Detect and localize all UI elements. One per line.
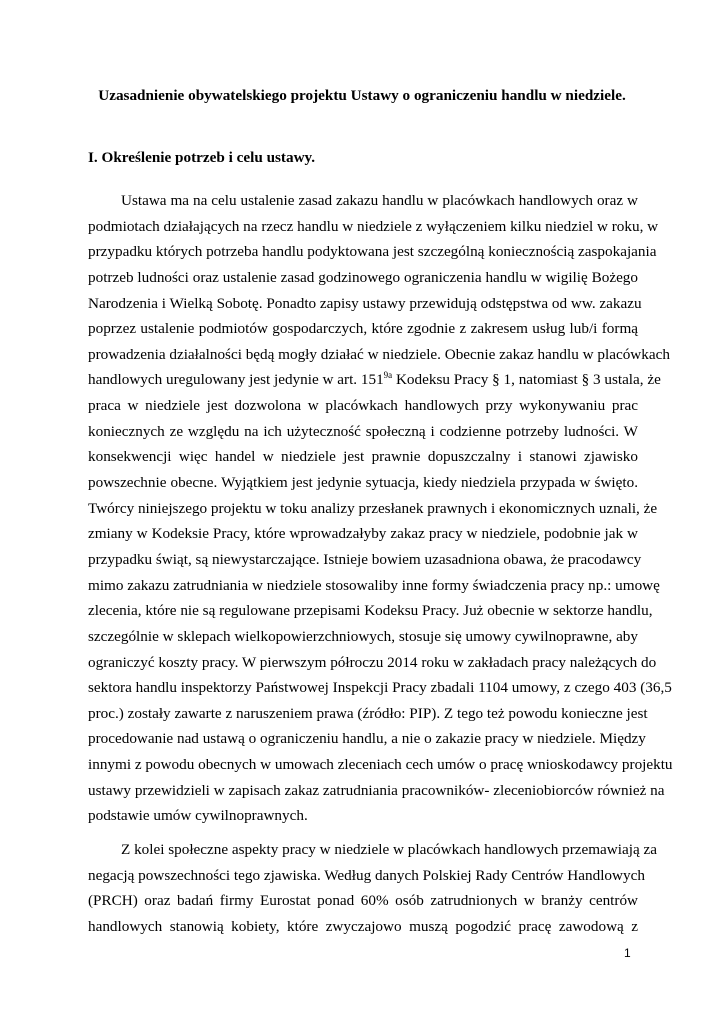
text-line: mimo zakazu zatrudniania w niedziele stosowaliby inne formy świadczenia pracy np.: umowę (88, 576, 660, 594)
text-line: powszechnie obecne. Wyjątkiem jest jedynie sytuacja, kiedy niedziela przypada w święto. (88, 474, 638, 492)
text-line: koniecznych ze względu na ich użyteczność społeczną i codzienne potrzeby ludności. W (88, 422, 638, 440)
text-line: szczególnie w sklepach wielkopowierzchniowych, stosuje się umowy cywilnoprawne, aby (88, 627, 638, 645)
text-line-with-superscript (88, 367, 661, 393)
text-line: handlowych stanowią kobiety, które zwyczajowo muszą pogodzić pracę zawodową z (88, 917, 638, 935)
paragraph-1 (88, 188, 673, 829)
text-line: podstawie umów cywilnoprawnych. (88, 807, 308, 825)
document-title: Uzasadnienie obywatelskiego projektu Ustawy o ograniczeniu handlu w niedziele. (98, 87, 626, 104)
page-number: 1 (624, 946, 631, 960)
text-line: proc.) zostały zawarte z naruszeniem prawa (źródło: PIP). Z tego też powodu konieczne jest (88, 704, 648, 722)
text-line: potrzeb ludności oraz ustalenie zasad godzinowego ograniczenia handlu w wigilię Bożego (88, 268, 638, 286)
text-line: podmiotach działających na rzecz handlu w niedziele z wyłączeniem kilku niedziel w roku, w (88, 217, 659, 235)
text-line: prowadzenia działalności będą mogły działać w niedziele. Obecnie zakaz handlu w placówkach (88, 345, 670, 363)
text-segment: handlowych uregulowany jest jedynie w art. 151 (88, 371, 384, 389)
text-line: zlecenia, które nie są regulowane przepisami Kodeksu Pracy. Już obecnie w sektorze handlu, (88, 602, 653, 620)
text-segment: Kodeksu Pracy § 1, natomiast § 3 ustala, że (392, 371, 661, 389)
text-line: zmiany w Kodeksie Pracy, które wprowadzałyby zakaz pracy w niedziele, podobnie jak w (88, 525, 638, 543)
text-line: ograniczyć koszty pracy. W pierwszym półroczu 2014 roku w zakładach pracy należących do (88, 653, 657, 671)
text-line: sektora handlu inspektorzy Państwowej Inspekcji Pracy zbadali 1104 umowy, z czego 403 (36,5 (88, 679, 672, 697)
text-line: konsekwencji więc handel w niedziele jest prawnie dopuszczalny i stanowi zjawisko (88, 448, 638, 466)
text-line: przypadku świąt, są niewystarczające. Istnieje bowiem uzasadniona obawa, że pracodawcy (88, 550, 642, 568)
text-line: Narodzenia i Wielką Sobotę. Ponadto zapisy ustawy przewidują odstępstwa od ww. zakazu (88, 294, 642, 312)
section-heading: I. Określenie potrzeb i celu ustawy. (88, 149, 316, 166)
text-line: Twórcy niniejszego projektu w toku analizy przesłanek prawnych i ekonomicznych uznali, że (88, 499, 658, 517)
text-line: Z kolei społeczne aspekty pracy w niedziele w placówkach handlowych przemawiają za (121, 841, 657, 858)
text-line: poprzez ustalenie podmiotów gospodarczych, które zgodnie z zakresem usług lub/i formą (88, 320, 638, 338)
text-line: negacją powszechności tego zjawiska. Według danych Polskiej Rady Centrów Handlowych (88, 866, 645, 884)
text-line: procedowanie nad ustawą o ograniczeniu handlu, a nie o zakazie pracy w niedziele. Między (88, 730, 646, 748)
text-line: (PRCH) oraz badań firmy Eurostat ponad 60% osób zatrudnionych w branży centrów (88, 892, 638, 910)
paragraph-2 (88, 837, 657, 940)
text-line: praca w niedziele jest dozwolona w placówkach handlowych przy wykonywaniu prac (88, 397, 638, 415)
article-superscript: 9a (383, 370, 393, 381)
text-line: Ustawa ma na celu ustalenie zasad zakazu handlu w placówkach handlowych oraz w (121, 192, 638, 209)
text-line: innymi z powodu obecnych w umowach zleceniach cech umów o pracę wnioskodawcy projektu (88, 756, 673, 774)
text-line: ustawy przewidzieli w zapisach zakaz zatrudniania pracowników- zleceniobiorców również na (88, 781, 665, 799)
text-line: przypadku których potrzeba handlu podyktowana jest szczególną koniecznością zaspokajania (88, 243, 657, 261)
